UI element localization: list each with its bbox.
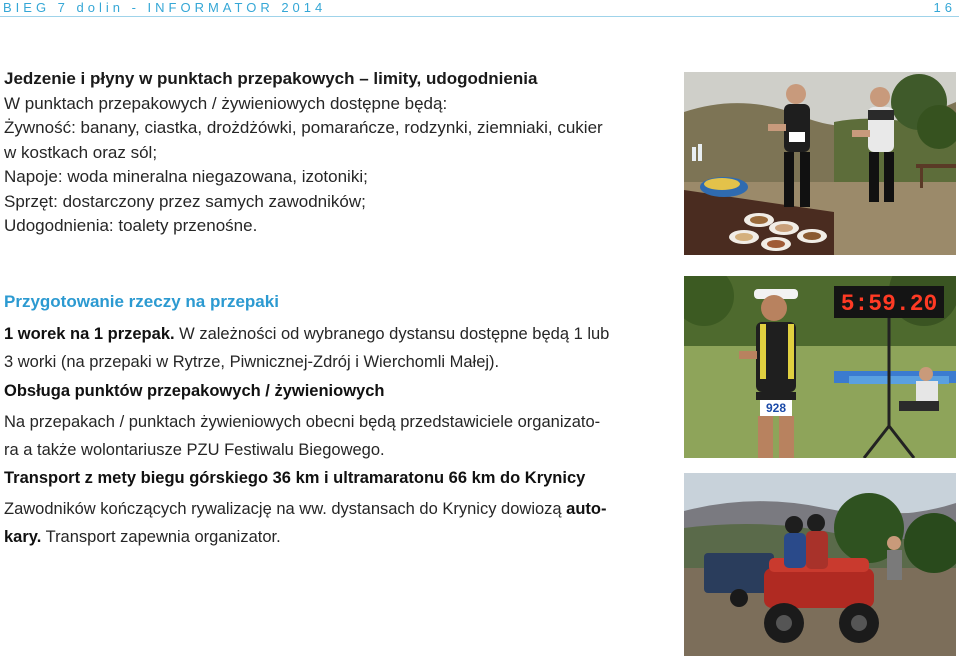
bold-text: auto-	[566, 500, 607, 518]
paragraph-line	[4, 495, 669, 523]
paragraph-line: Na przepakach / punktach żywieniowych obecni będą przedstawiciele organizato-	[4, 413, 601, 431]
header-divider	[0, 16, 959, 17]
section-title-aid-stations: Obsługa punktów przepakowych / żywieniowych	[4, 382, 385, 400]
bib-number-text: 928	[765, 401, 787, 415]
paragraph-line	[4, 320, 669, 348]
paragraph-line: Sprzęt: dostarczony przez samych zawodników;	[4, 191, 366, 211]
paragraph-line: W punktach przepakowych / żywieniowych dostępne będą:	[4, 93, 448, 113]
section-transport	[4, 464, 669, 551]
paragraph-line: Udogodnienia: toalety przenośne.	[4, 216, 258, 235]
section-title-transport: Transport z mety biegu górskiego 36 km i ultramaratonu 66 km do Krynicy	[4, 469, 586, 487]
running-header-title: BIEG 7 dolin - INFORMATOR 2014	[3, 0, 327, 15]
paragraph-line: Napoje: woda mineralna niegazowana, izotoniki;	[4, 167, 368, 186]
photo-runners-aid-station	[684, 72, 956, 255]
paragraph-line: Żywność: banany, ciastka, drożdżówki, pomarańcze, rodzynki, ziemniaki, cukier	[4, 118, 603, 137]
paragraph-text: W zależności od wybranego dystansu dostępne będą 1 lub	[174, 325, 610, 343]
page-number: 16	[933, 0, 956, 15]
photo-runner-race-clock	[684, 276, 956, 458]
paragraph-line	[4, 523, 669, 551]
section-food-drinks	[4, 67, 669, 239]
bold-text: kary.	[4, 528, 42, 546]
race-clock-text: 5:59.20	[840, 291, 938, 317]
section-drop-bags-body	[4, 320, 669, 376]
paragraph-line: ra a także wolontariusze PZU Festiwalu Biegowego.	[4, 441, 385, 459]
section-title-drop-bags: Przygotowanie rzeczy na przepaki	[4, 292, 279, 311]
paragraph-line: w kostkach oraz sól;	[4, 142, 158, 162]
section-aid-stations	[4, 377, 669, 464]
paragraph-text: Transport zapewnia organizator.	[41, 528, 281, 546]
paragraph-text: Zawodników kończących rywalizację na ww. dystansach do Krynicy dowiozą	[4, 500, 567, 518]
photo-atv-transport	[684, 473, 956, 656]
paragraph-line: 3 worki (na przepaki w Rytrze, Piwnicznej-Zdrój i Wierchomli Małej).	[4, 353, 500, 371]
bold-lead: 1 worek na 1 przepak.	[4, 325, 175, 343]
section-drop-bags	[4, 292, 669, 312]
section-title-food-drinks: Jedzenie i płyny w punktach przepakowych – limity, udogodnienia	[4, 69, 538, 88]
